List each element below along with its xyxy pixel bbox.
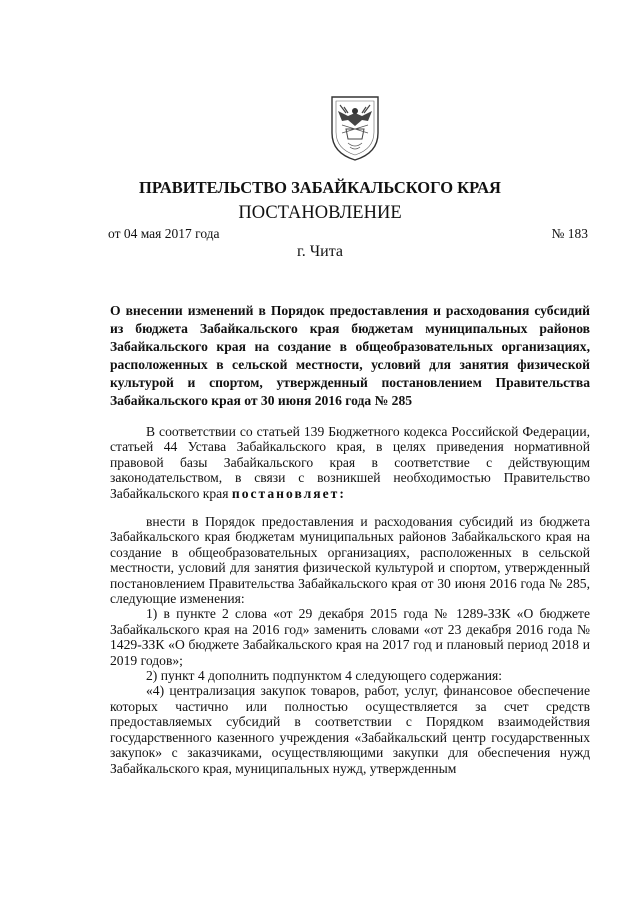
preamble-text: В соответствии со статьей 139 Бюджетного кодекса Российской Федерации, статьей 44 Устава Забайкальского края, в целях приведения нормативной правовой базы Забайкальского края в соответствие с действующим законодательством, в связи с возникшей необходимостью Правительство Забайкальского края [110, 424, 590, 501]
preamble [110, 424, 590, 501]
paragraph-item-1: 1) в пункте 2 слова «от 29 декабря 2015 года № 1289-ЗЗК «О бюджете Забайкальского края на 2016 год» заменить словами «от 23 декабря 2016 года № 1429-ЗЗК «О бюджете Забайкальского края на 2017 год и плановый период 2018 и 2019 годов»; [110, 606, 590, 668]
coat-of-arms-emblem [328, 93, 382, 163]
document-type: ПОСТАНОВЛЕНИЕ [238, 203, 402, 223]
document-number: № 183 [551, 226, 588, 241]
resolution-keyword: постановляет: [231, 485, 346, 501]
document-date: от 04 мая 2017 года [108, 226, 220, 241]
paragraph-main: внести в Порядок предоставления и расходования субсидий из бюджета Забайкальского края бюджетам муниципальных районов Забайкальского края на создание в общеобразовательных организациях, расположенных в сельской местности, условий для занятия физической культурой и спортом, утвержденный постановлением Правительства Забайкальского края от 30 июня 2016 года № 285, следующие изменения: [110, 514, 590, 607]
paragraph-item-2: 2) пункт 4 дополнить подпунктом 4 следующего содержания: [146, 668, 503, 684]
document-title: О внесении изменений в Порядок предоставления и расходования субсидий из бюджета Забайкальского края бюджетам муниципальных районов Забайкальского края на создание в общеобразовательных организациях, расположенных в сельской местности, условий для занятия физической культурой и спортом, утвержденный постановлением Правительства Забайкальского края от 30 июня 2016 года № 285 [110, 303, 590, 408]
resolution-body [110, 514, 590, 776]
paragraph-subitem-4: «4) централизация закупок товаров, работ, услуг, финансовое обеспечение которых частично или полностью осуществляется за счет средств предоставляемых субсидий в соответствии с Порядком взаимодействия государственного казенного учреждения «Забайкальский центр государственных закупок» с заказчиками, осуществляющими закупки для обеспечения нужд Забайкальского края, муниципальных нужд, утвержденным [110, 683, 590, 776]
city: г. Чита [296, 243, 343, 260]
government-name: ПРАВИТЕЛЬСТВО ЗАБАЙКАЛЬСКОГО КРАЯ [139, 178, 501, 197]
